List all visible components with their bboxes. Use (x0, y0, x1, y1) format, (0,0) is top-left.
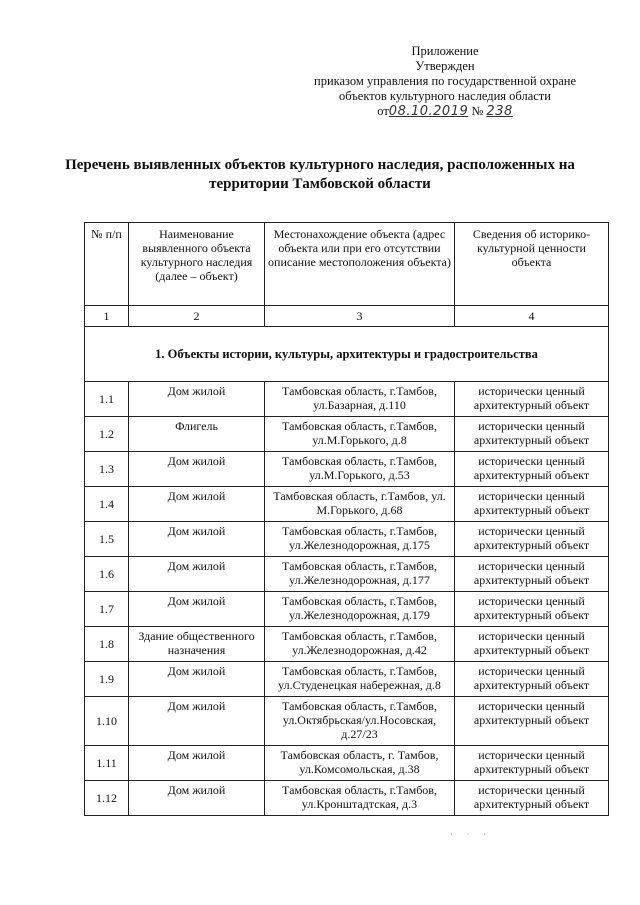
object-name: Дом жилой (129, 662, 265, 697)
table-row (85, 487, 609, 522)
column-number: 2 (129, 306, 265, 327)
object-name: Здание общественного назначения (129, 627, 265, 662)
approval-header (300, 44, 590, 119)
object-address: Тамбовская область, г.Тамбов, ул.М.Горького, д.53 (265, 452, 455, 487)
object-address: Тамбовская область, г.Тамбов, ул.Базарная, д.110 (265, 382, 455, 417)
object-address: Тамбовская область, г.Тамбов, ул.Железнодорожная, д.179 (265, 592, 455, 627)
object-address: Тамбовская область, г.Тамбов, ул.Кронштадтская, д.3 (265, 781, 455, 816)
column-number: 4 (455, 306, 609, 327)
object-address: Тамбовская область, г.Тамбов, ул.Студенецкая набережная, д.8 (265, 662, 455, 697)
object-address: Тамбовская область, г. Тамбов, ул.Комсомольская, д.38 (265, 746, 455, 781)
table-row (85, 382, 609, 417)
object-value: исторически ценный архитектурный объект (455, 417, 609, 452)
order-date: 08.10.2019 (388, 104, 469, 119)
object-value: исторически ценный архитектурный объект (455, 522, 609, 557)
section-title: 1. Объекты истории, культуры, архитектуры и градостроительства (85, 327, 609, 382)
row-number: 1.10 (85, 697, 129, 746)
row-number: 1.12 (85, 781, 129, 816)
object-address: Тамбовская область, г.Тамбов, ул.Железнодорожная, д.177 (265, 557, 455, 592)
order-number: 238 (486, 104, 513, 119)
object-name: Дом жилой (129, 746, 265, 781)
row-number: 1.7 (85, 592, 129, 627)
object-value: исторически ценный архитектурный объект (455, 452, 609, 487)
row-number: 1.11 (85, 746, 129, 781)
object-value: исторически ценный архитектурный объект (455, 382, 609, 417)
object-name: Дом жилой (129, 452, 265, 487)
table-row (85, 522, 609, 557)
object-name: Дом жилой (129, 522, 265, 557)
column-number: 3 (265, 306, 455, 327)
row-number: 1.9 (85, 662, 129, 697)
row-number: 1.8 (85, 627, 129, 662)
object-value: исторически ценный архитектурный объект (455, 487, 609, 522)
object-name: Дом жилой (129, 697, 265, 746)
table-header-row (85, 223, 609, 306)
row-number: 1.3 (85, 452, 129, 487)
column-number-row (85, 306, 609, 327)
object-name: Дом жилой (129, 487, 265, 522)
row-number: 1.2 (85, 417, 129, 452)
table-row (85, 697, 609, 746)
object-value: исторически ценный архитектурный объект (455, 746, 609, 781)
header-value: Сведения об историко-культурной ценности объекта (455, 223, 609, 306)
object-name: Дом жилой (129, 781, 265, 816)
object-address: Тамбовская область, г.Тамбов, ул.Железнодорожная, д.175 (265, 522, 455, 557)
document-title: Перечень выявленных объектов культурного наследия, расположенных на территории Тамбовской области (65, 157, 575, 192)
row-number: 1.6 (85, 557, 129, 592)
table-row (85, 417, 609, 452)
section-row (85, 327, 609, 382)
header-location: Местонахождение объекта (адрес объекта или при его отсутствии описание местоположения объекта) (265, 223, 455, 306)
object-value: исторически ценный архитектурный объект (455, 781, 609, 816)
row-number: 1.4 (85, 487, 129, 522)
table-row (85, 627, 609, 662)
column-number: 1 (85, 306, 129, 327)
heritage-objects-table (84, 222, 609, 816)
header-name: Наименование выявленного объекта культурного наследия (далее – объект) (129, 223, 265, 306)
object-address: Тамбовская область, г.Тамбов, ул.Железнодорожная, д.42 (265, 627, 455, 662)
object-name: Дом жилой (129, 382, 265, 417)
header-number: № п/п (85, 223, 129, 306)
table-row (85, 746, 609, 781)
table-row (85, 781, 609, 816)
object-value: исторически ценный архитектурный объект (455, 662, 609, 697)
header-line-approved: Утвержден (415, 59, 475, 73)
header-line-appendix: Приложение (411, 44, 479, 58)
object-value: исторически ценный архитектурный объект (455, 557, 609, 592)
header-line-order: приказом управления по государственной охране (314, 74, 576, 88)
order-number-prefix: № (471, 104, 484, 118)
table-row (85, 662, 609, 697)
object-address: Тамбовская область, г.Тамбов, ул.Октябрьская/ул.Носовская, д.27/23 (265, 697, 455, 746)
header-line-authority: объектов культурного наследия области (339, 89, 551, 103)
order-date-line (300, 104, 590, 119)
object-value: исторически ценный архитектурный объект (455, 592, 609, 627)
object-address: Тамбовская область, г.Тамбов, ул.М.Горького, д.8 (265, 417, 455, 452)
order-prefix: от (377, 104, 389, 118)
table-row (85, 557, 609, 592)
row-number: 1.1 (85, 382, 129, 417)
object-value: исторически ценный архитектурный объект (455, 697, 609, 746)
object-address: Тамбовская область, г.Тамбов, ул. М.Горького, д.68 (265, 487, 455, 522)
table-row (85, 592, 609, 627)
object-name: Флигель (129, 417, 265, 452)
table-row (85, 452, 609, 487)
object-name: Дом жилой (129, 557, 265, 592)
object-value: исторически ценный архитектурный объект (455, 627, 609, 662)
object-name: Дом жилой (129, 592, 265, 627)
row-number: 1.5 (85, 522, 129, 557)
scan-marks: · · · (450, 830, 492, 839)
